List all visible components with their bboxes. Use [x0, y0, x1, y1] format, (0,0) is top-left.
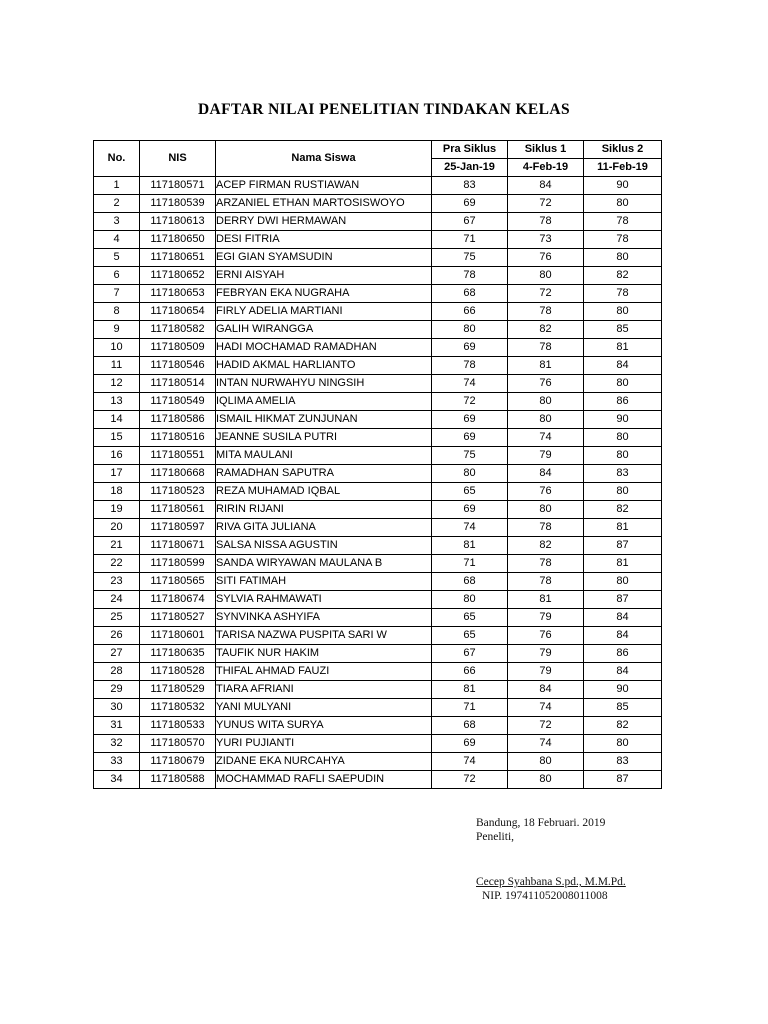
row-no: 31 — [94, 717, 140, 735]
row-nis: 117180679 — [140, 753, 216, 771]
row-siklus-1: 78 — [508, 555, 584, 573]
row-student-name: TIARA AFRIANI — [216, 681, 432, 699]
header-name: Nama Siswa — [216, 141, 432, 177]
header-siklus-1: Siklus 1 — [508, 141, 584, 159]
table-row — [94, 591, 662, 609]
row-siklus-2: 80 — [584, 483, 662, 501]
table-row — [94, 375, 662, 393]
row-no: 23 — [94, 573, 140, 591]
table-row — [94, 465, 662, 483]
row-siklus-2: 87 — [584, 537, 662, 555]
row-no: 6 — [94, 267, 140, 285]
table-row — [94, 609, 662, 627]
row-pra-siklus: 69 — [432, 339, 508, 357]
row-student-name: FIRLY ADELIA MARTIANI — [216, 303, 432, 321]
row-no: 12 — [94, 375, 140, 393]
row-student-name: MITA MAULANI — [216, 447, 432, 465]
table-row — [94, 231, 662, 249]
row-siklus-1: 78 — [508, 213, 584, 231]
table-row — [94, 663, 662, 681]
row-nis: 117180586 — [140, 411, 216, 429]
row-nis: 117180654 — [140, 303, 216, 321]
row-pra-siklus: 72 — [432, 393, 508, 411]
row-nis: 117180588 — [140, 771, 216, 789]
table-row — [94, 717, 662, 735]
row-student-name: YANI MULYANI — [216, 699, 432, 717]
row-pra-siklus: 72 — [432, 771, 508, 789]
row-no: 17 — [94, 465, 140, 483]
row-pra-siklus: 71 — [432, 231, 508, 249]
row-pra-siklus: 67 — [432, 645, 508, 663]
table-row — [94, 339, 662, 357]
row-siklus-2: 78 — [584, 213, 662, 231]
row-siklus-2: 80 — [584, 735, 662, 753]
row-no: 28 — [94, 663, 140, 681]
table-row — [94, 681, 662, 699]
row-nis: 117180601 — [140, 627, 216, 645]
row-siklus-1: 72 — [508, 195, 584, 213]
row-siklus-2: 80 — [584, 303, 662, 321]
table-row — [94, 393, 662, 411]
row-pra-siklus: 68 — [432, 717, 508, 735]
table-row — [94, 501, 662, 519]
row-pra-siklus: 74 — [432, 753, 508, 771]
table-row — [94, 537, 662, 555]
row-no: 22 — [94, 555, 140, 573]
table-row — [94, 267, 662, 285]
row-pra-siklus: 69 — [432, 735, 508, 753]
row-student-name: SYNVINKA ASHYIFA — [216, 609, 432, 627]
row-student-name: FEBRYAN EKA NUGRAHA — [216, 285, 432, 303]
row-pra-siklus: 80 — [432, 321, 508, 339]
row-siklus-1: 82 — [508, 537, 584, 555]
table-row — [94, 429, 662, 447]
row-siklus-2: 80 — [584, 429, 662, 447]
row-no: 25 — [94, 609, 140, 627]
row-no: 33 — [94, 753, 140, 771]
signature-role: Peneliti, — [476, 831, 515, 843]
row-pra-siklus: 80 — [432, 465, 508, 483]
header-date-siklus-2: 11-Feb-19 — [584, 159, 662, 177]
row-pra-siklus: 74 — [432, 519, 508, 537]
grades-table-body — [94, 177, 662, 789]
row-student-name: THIFAL AHMAD FAUZI — [216, 663, 432, 681]
table-row — [94, 447, 662, 465]
table-row — [94, 699, 662, 717]
row-no: 4 — [94, 231, 140, 249]
row-siklus-2: 84 — [584, 609, 662, 627]
grades-table — [93, 140, 662, 789]
row-student-name: SALSA NISSA AGUSTIN — [216, 537, 432, 555]
row-no: 32 — [94, 735, 140, 753]
row-pra-siklus: 71 — [432, 699, 508, 717]
row-no: 11 — [94, 357, 140, 375]
table-row — [94, 555, 662, 573]
row-siklus-1: 74 — [508, 699, 584, 717]
table-row — [94, 357, 662, 375]
row-siklus-1: 80 — [508, 501, 584, 519]
row-pra-siklus: 65 — [432, 627, 508, 645]
row-nis: 117180533 — [140, 717, 216, 735]
row-nis: 117180546 — [140, 357, 216, 375]
document-title: DAFTAR NILAI PENELITIAN TINDAKAN KELAS — [197, 101, 571, 118]
row-siklus-1: 79 — [508, 609, 584, 627]
row-student-name: ISMAIL HIKMAT ZUNJUNAN — [216, 411, 432, 429]
table-row — [94, 285, 662, 303]
table-row — [94, 573, 662, 591]
row-pra-siklus: 69 — [432, 429, 508, 447]
row-no: 13 — [94, 393, 140, 411]
row-no: 7 — [94, 285, 140, 303]
header-nis: NIS — [140, 141, 216, 177]
row-siklus-1: 84 — [508, 681, 584, 699]
row-no: 9 — [94, 321, 140, 339]
row-nis: 117180570 — [140, 735, 216, 753]
row-siklus-1: 72 — [508, 285, 584, 303]
row-student-name: YUNUS WITA SURYA — [216, 717, 432, 735]
row-no: 16 — [94, 447, 140, 465]
row-siklus-1: 84 — [508, 177, 584, 195]
row-no: 14 — [94, 411, 140, 429]
row-nis: 117180528 — [140, 663, 216, 681]
row-siklus-2: 81 — [584, 339, 662, 357]
row-siklus-2: 80 — [584, 195, 662, 213]
row-no: 10 — [94, 339, 140, 357]
header-date-siklus-1: 4-Feb-19 — [508, 159, 584, 177]
row-siklus-2: 83 — [584, 753, 662, 771]
row-nis: 117180599 — [140, 555, 216, 573]
row-siklus-1: 81 — [508, 591, 584, 609]
row-siklus-1: 78 — [508, 339, 584, 357]
row-nis: 117180671 — [140, 537, 216, 555]
row-siklus-2: 83 — [584, 465, 662, 483]
row-pra-siklus: 66 — [432, 663, 508, 681]
row-pra-siklus: 74 — [432, 375, 508, 393]
row-siklus-2: 82 — [584, 717, 662, 735]
table-row — [94, 249, 662, 267]
row-student-name: DERRY DWI HERMAWAN — [216, 213, 432, 231]
row-siklus-2: 86 — [584, 393, 662, 411]
row-siklus-2: 87 — [584, 771, 662, 789]
row-siklus-2: 80 — [584, 573, 662, 591]
row-siklus-2: 90 — [584, 681, 662, 699]
row-student-name: SYLVIA RAHMAWATI — [216, 591, 432, 609]
row-siklus-2: 81 — [584, 519, 662, 537]
row-nis: 117180527 — [140, 609, 216, 627]
header-pra-siklus: Pra Siklus — [432, 141, 508, 159]
row-nis: 117180565 — [140, 573, 216, 591]
row-no: 18 — [94, 483, 140, 501]
row-student-name: EGI GIAN SYAMSUDIN — [216, 249, 432, 267]
row-student-name: SITI FATIMAH — [216, 573, 432, 591]
row-student-name: HADI MOCHAMAD RAMADHAN — [216, 339, 432, 357]
row-siklus-1: 80 — [508, 753, 584, 771]
row-no: 5 — [94, 249, 140, 267]
row-nis: 117180514 — [140, 375, 216, 393]
table-row — [94, 483, 662, 501]
table-row — [94, 645, 662, 663]
row-student-name: INTAN NURWAHYU NINGSIH — [216, 375, 432, 393]
row-student-name: DESI FITRIA — [216, 231, 432, 249]
signature-place-date: Bandung, 18 Februari. 2019 — [476, 817, 606, 829]
row-pra-siklus: 75 — [432, 447, 508, 465]
table-row — [94, 177, 662, 195]
row-siklus-1: 76 — [508, 249, 584, 267]
row-nis: 117180582 — [140, 321, 216, 339]
row-pra-siklus: 78 — [432, 357, 508, 375]
row-siklus-2: 86 — [584, 645, 662, 663]
row-nis: 117180652 — [140, 267, 216, 285]
row-pra-siklus: 65 — [432, 609, 508, 627]
row-siklus-2: 85 — [584, 321, 662, 339]
row-siklus-2: 84 — [584, 663, 662, 681]
row-pra-siklus: 78 — [432, 267, 508, 285]
row-nis: 117180509 — [140, 339, 216, 357]
row-siklus-2: 82 — [584, 501, 662, 519]
row-no: 34 — [94, 771, 140, 789]
row-siklus-2: 81 — [584, 555, 662, 573]
row-student-name: ARZANIEL ETHAN MARTOSISWOYO — [216, 195, 432, 213]
row-siklus-1: 74 — [508, 735, 584, 753]
header-siklus-2: Siklus 2 — [584, 141, 662, 159]
row-no: 2 — [94, 195, 140, 213]
row-nis: 117180532 — [140, 699, 216, 717]
row-student-name: SANDA WIRYAWAN MAULANA B — [216, 555, 432, 573]
row-nis: 117180635 — [140, 645, 216, 663]
row-siklus-2: 80 — [584, 447, 662, 465]
row-no: 15 — [94, 429, 140, 447]
row-pra-siklus: 65 — [432, 483, 508, 501]
row-student-name: TAUFIK NUR HAKIM — [216, 645, 432, 663]
row-siklus-1: 81 — [508, 357, 584, 375]
row-siklus-2: 80 — [584, 249, 662, 267]
row-nis: 117180529 — [140, 681, 216, 699]
signature-nip: NIP. 197411052008011008 — [482, 890, 608, 902]
row-siklus-1: 73 — [508, 231, 584, 249]
row-nis: 117180650 — [140, 231, 216, 249]
row-siklus-2: 85 — [584, 699, 662, 717]
row-siklus-1: 79 — [508, 447, 584, 465]
row-nis: 117180516 — [140, 429, 216, 447]
row-nis: 117180668 — [140, 465, 216, 483]
row-pra-siklus: 81 — [432, 681, 508, 699]
row-siklus-1: 76 — [508, 375, 584, 393]
row-siklus-2: 87 — [584, 591, 662, 609]
row-student-name: ZIDANE EKA NURCAHYA — [216, 753, 432, 771]
row-pra-siklus: 69 — [432, 195, 508, 213]
row-student-name: JEANNE SUSILA PUTRI — [216, 429, 432, 447]
row-siklus-1: 78 — [508, 519, 584, 537]
row-student-name: ACEP FIRMAN RUSTIAWAN — [216, 177, 432, 195]
row-no: 26 — [94, 627, 140, 645]
row-no: 24 — [94, 591, 140, 609]
row-pra-siklus: 75 — [432, 249, 508, 267]
table-row — [94, 303, 662, 321]
table-row — [94, 321, 662, 339]
table-row — [94, 771, 662, 789]
row-nis: 117180674 — [140, 591, 216, 609]
row-pra-siklus: 83 — [432, 177, 508, 195]
row-student-name: TARISA NAZWA PUSPITA SARI W — [216, 627, 432, 645]
row-siklus-1: 78 — [508, 573, 584, 591]
row-pra-siklus: 66 — [432, 303, 508, 321]
row-nis: 117180597 — [140, 519, 216, 537]
row-no: 8 — [94, 303, 140, 321]
row-siklus-1: 79 — [508, 663, 584, 681]
header-date-pra-siklus: 25-Jan-19 — [432, 159, 508, 177]
row-siklus-1: 78 — [508, 303, 584, 321]
row-nis: 117180653 — [140, 285, 216, 303]
row-student-name: RIVA GITA JULIANA — [216, 519, 432, 537]
row-siklus-2: 78 — [584, 285, 662, 303]
row-siklus-1: 80 — [508, 411, 584, 429]
row-no: 27 — [94, 645, 140, 663]
table-row — [94, 213, 662, 231]
row-siklus-1: 80 — [508, 771, 584, 789]
row-pra-siklus: 81 — [432, 537, 508, 555]
table-row — [94, 735, 662, 753]
row-nis: 117180549 — [140, 393, 216, 411]
table-row — [94, 627, 662, 645]
row-student-name: RIRIN RIJANI — [216, 501, 432, 519]
row-nis: 117180613 — [140, 213, 216, 231]
row-nis: 117180651 — [140, 249, 216, 267]
row-no: 30 — [94, 699, 140, 717]
row-siklus-2: 84 — [584, 357, 662, 375]
row-siklus-1: 80 — [508, 393, 584, 411]
row-no: 20 — [94, 519, 140, 537]
row-nis: 117180523 — [140, 483, 216, 501]
row-nis: 117180571 — [140, 177, 216, 195]
row-nis: 117180561 — [140, 501, 216, 519]
row-no: 19 — [94, 501, 140, 519]
row-no: 29 — [94, 681, 140, 699]
row-student-name: MOCHAMMAD RAFLI SAEPUDIN — [216, 771, 432, 789]
row-siklus-2: 84 — [584, 627, 662, 645]
row-siklus-1: 74 — [508, 429, 584, 447]
row-student-name: GALIH WIRANGGA — [216, 321, 432, 339]
row-nis: 117180551 — [140, 447, 216, 465]
row-pra-siklus: 67 — [432, 213, 508, 231]
row-student-name: IQLIMA AMELIA — [216, 393, 432, 411]
row-siklus-1: 76 — [508, 627, 584, 645]
row-siklus-2: 78 — [584, 231, 662, 249]
row-siklus-2: 90 — [584, 177, 662, 195]
row-pra-siklus: 71 — [432, 555, 508, 573]
row-siklus-2: 80 — [584, 375, 662, 393]
row-student-name: HADID AKMAL HARLIANTO — [216, 357, 432, 375]
row-no: 3 — [94, 213, 140, 231]
row-siklus-1: 84 — [508, 465, 584, 483]
row-pra-siklus: 68 — [432, 573, 508, 591]
table-row — [94, 195, 662, 213]
row-pra-siklus: 69 — [432, 411, 508, 429]
row-siklus-1: 80 — [508, 267, 584, 285]
table-row — [94, 411, 662, 429]
row-student-name: RAMADHAN SAPUTRA — [216, 465, 432, 483]
row-pra-siklus: 69 — [432, 501, 508, 519]
row-pra-siklus: 80 — [432, 591, 508, 609]
row-student-name: ERNI AISYAH — [216, 267, 432, 285]
table-row — [94, 753, 662, 771]
row-siklus-2: 82 — [584, 267, 662, 285]
signature-name: Cecep Syahbana S.pd., M.M.Pd. — [476, 876, 626, 888]
row-siklus-2: 90 — [584, 411, 662, 429]
row-nis: 117180539 — [140, 195, 216, 213]
row-siklus-1: 79 — [508, 645, 584, 663]
row-siklus-1: 72 — [508, 717, 584, 735]
row-siklus-1: 82 — [508, 321, 584, 339]
header-no: No. — [94, 141, 140, 177]
row-no: 21 — [94, 537, 140, 555]
row-no: 1 — [94, 177, 140, 195]
table-row — [94, 519, 662, 537]
row-siklus-1: 76 — [508, 483, 584, 501]
row-pra-siklus: 68 — [432, 285, 508, 303]
row-student-name: YURI PUJIANTI — [216, 735, 432, 753]
row-student-name: REZA MUHAMAD IQBAL — [216, 483, 432, 501]
